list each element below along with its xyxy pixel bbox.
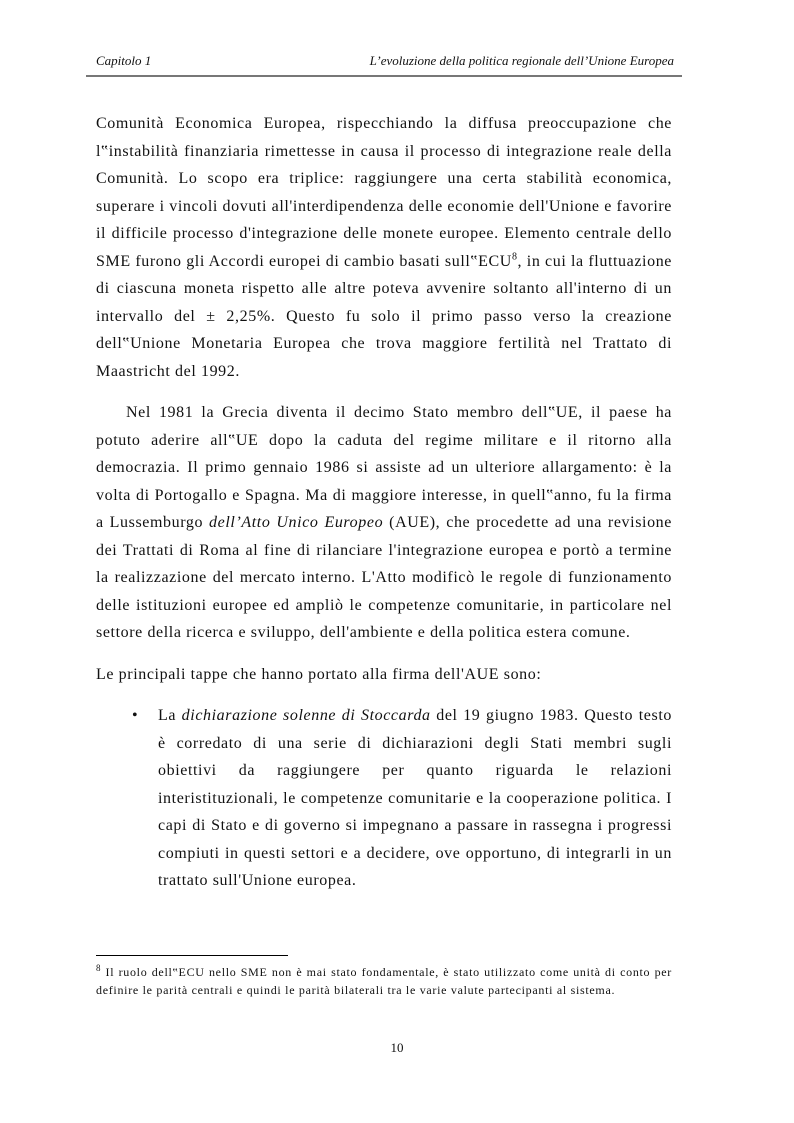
footnote-text: Il ruolo dell‟ECU nello SME non è mai stato fondamentale, è stato utilizzato come unità di conto per definire le parità centrali e quindi le parità bilaterali tra le varie valute partecipanti al sistema. [96,965,672,997]
chapter-label: Capitolo 1 [96,53,152,68]
list-item [96,702,672,895]
milestones-list [96,702,672,895]
running-title: L’evoluzione della politica regionale dell’Unione Europea [369,53,674,68]
paragraph-1-text-a: Comunità Economica Europea, rispecchiando la diffusa preoccupazione che l‟instabilità finanziaria rimettesse in causa il processo di integrazione reale della Comunità. Lo scopo era triplice: raggiungere una certa stabilità economica, superare i vincoli dovuti all'interdipendenza delle economie dell'Unione e favorire il difficile processo d'integrazione delle monete europee. Elemento centrale dello SME furono gli Accordi europei di cambio basati sull‟ECU [96,115,672,270]
body-text [96,110,672,895]
paragraph-2-italic: dell’Atto Unico Europeo [209,514,384,531]
paragraph-3: Le principali tappe che hanno portato alla firma dell'AUE sono: [96,665,542,683]
footnote [96,963,672,999]
paragraph-2 [96,399,672,647]
list-item-prefix: La [158,707,182,724]
footnote-number: 8 [96,963,102,973]
page-number: 10 [390,1040,404,1055]
list-item-text: del 19 giugno 1983. Questo testo è corredato di una serie di dichiarazioni degli Stati membri sugli obiettivi da raggiungere per quanto riguarda le relazioni interistituzionali, le competenze comunitarie e la cooperazione politica. I capi di Stato e di governo si impegnano a passare in rassegna i progressi compiuti in questi settori e a decidere, ove opportuno, di integrarli in un trattato sull'Unione europea. [158,707,672,889]
paragraph-2-text-a: Nel 1981 la Grecia diventa il decimo Stato membro dell‟UE, il paese ha potuto aderire all‟UE dopo la caduta del regime militare e il ritorno alla democrazia. Il primo gennaio 1986 si assiste ad un ulteriore allargamento: è la volta di Portogallo e Spagna. Ma di maggiore interesse, in quell‟anno, fu la firma a Lussemburgo [96,404,672,531]
page-header [96,53,674,71]
paragraph-1-text-b: , in cui la fluttuazione di ciascuna moneta rispetto alle altre poteva avvenire soltanto all'interno di un intervallo del ± 2,25%. Questo fu solo il primo passo verso la creazione dell‟Unione Monetaria Europea che trova maggiore fertilità nel Trattato di Maastricht del 1992. [96,252,672,380]
bullet-icon: • [132,707,139,724]
list-item-italic: dichiarazione solenne di Stoccarda [181,707,431,724]
paragraph-1 [96,110,672,385]
header-divider [86,75,682,77]
footnote-divider [96,955,288,956]
footnote-reference: 8 [511,251,518,263]
paragraph-2-text-b: (AUE), che procedette ad una revisione dei Trattati di Roma al fine di rilanciare l'integrazione europea e portò a termine la realizzazione del mercato interno. L'Atto modificò le regole di funzionamento delle istituzioni europee ed ampliò le competenze comunitarie, in particolare nel settore della ricerca e sviluppo, dell'ambiente e della politica estera comune. [96,514,672,641]
